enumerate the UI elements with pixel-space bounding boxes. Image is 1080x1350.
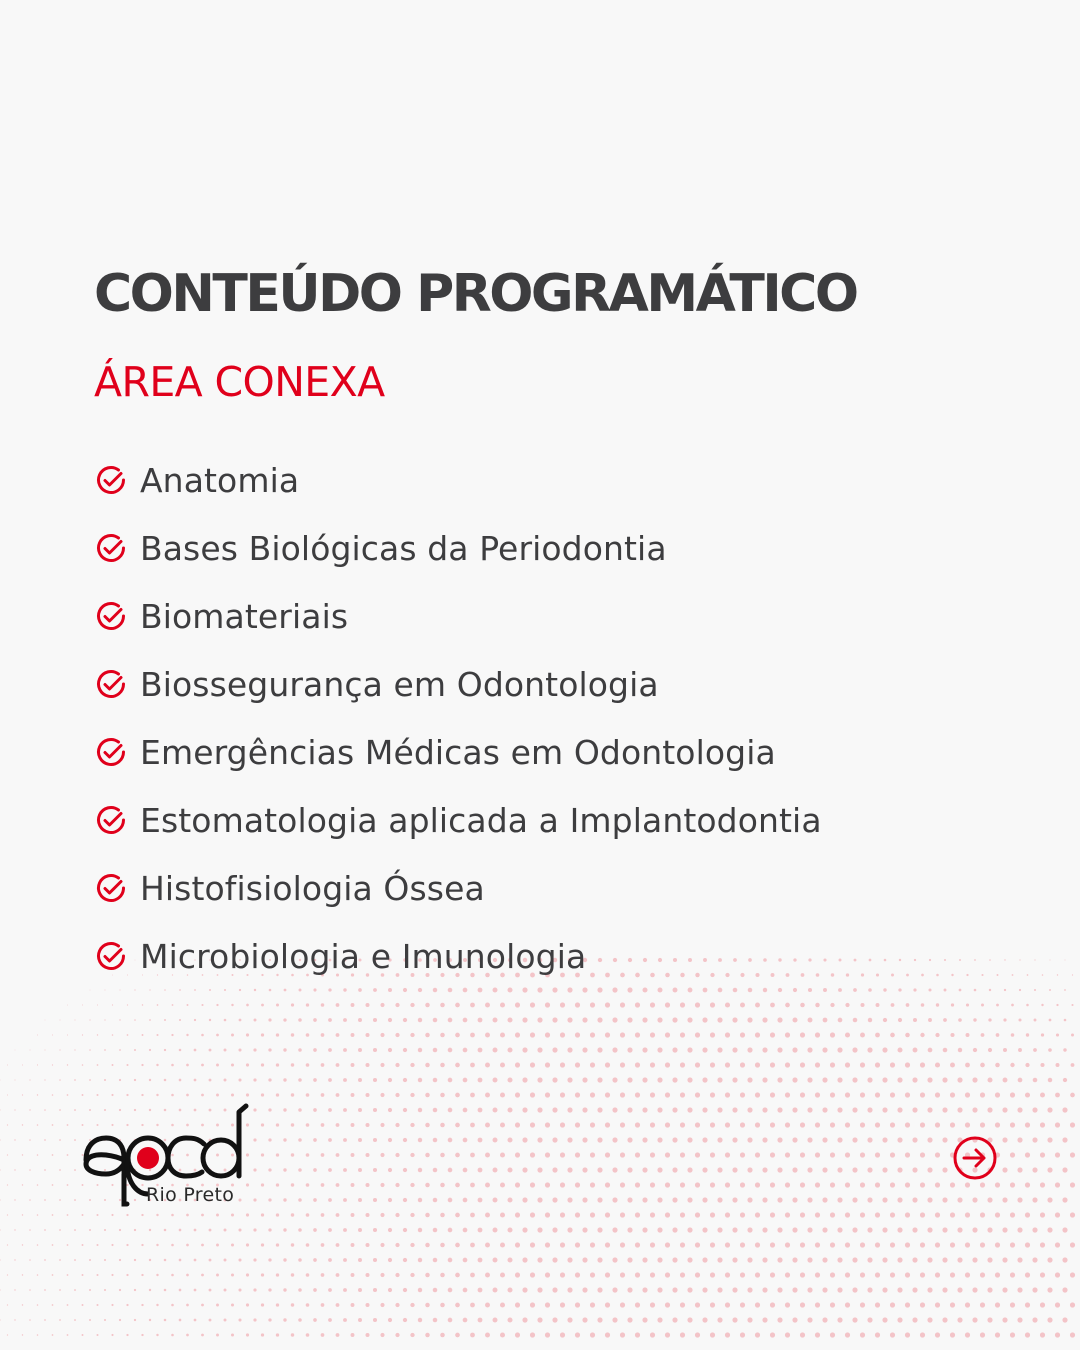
check-circle-icon (94, 531, 128, 565)
list-item-label: Biossegurança em Odontologia (140, 664, 659, 704)
list-item (94, 854, 822, 922)
list-item (94, 718, 822, 786)
list-item-label: Emergências Médicas em Odontologia (140, 732, 776, 772)
list-item-label: Biomateriais (140, 596, 349, 636)
topic-list (94, 446, 822, 990)
check-circle-icon (94, 803, 128, 837)
list-item-label: Estomatologia aplicada a Implantodontia (140, 800, 822, 840)
list-item-label: Anatomia (140, 460, 300, 500)
list-item (94, 650, 822, 718)
list-item-label: Microbiologia e Imunologia (140, 936, 587, 976)
list-item-label: Histofisiologia Óssea (140, 868, 485, 908)
next-slide-button[interactable] (951, 1134, 999, 1182)
list-item (94, 922, 822, 990)
logo-subtitle: Rio Preto (146, 1184, 235, 1206)
check-circle-icon (94, 939, 128, 973)
section-subtitle: ÁREA CONEXA (94, 358, 385, 406)
list-item (94, 582, 822, 650)
check-circle-icon (94, 667, 128, 701)
check-circle-icon (94, 463, 128, 497)
check-circle-icon (94, 599, 128, 633)
check-circle-icon (94, 735, 128, 769)
list-item (94, 514, 822, 582)
list-item (94, 786, 822, 854)
list-item-label: Bases Biológicas da Periodontia (140, 528, 667, 568)
list-item (94, 446, 822, 514)
page-title: CONTEÚDO PROGRAMÁTICO (94, 264, 857, 324)
check-circle-icon (94, 871, 128, 905)
